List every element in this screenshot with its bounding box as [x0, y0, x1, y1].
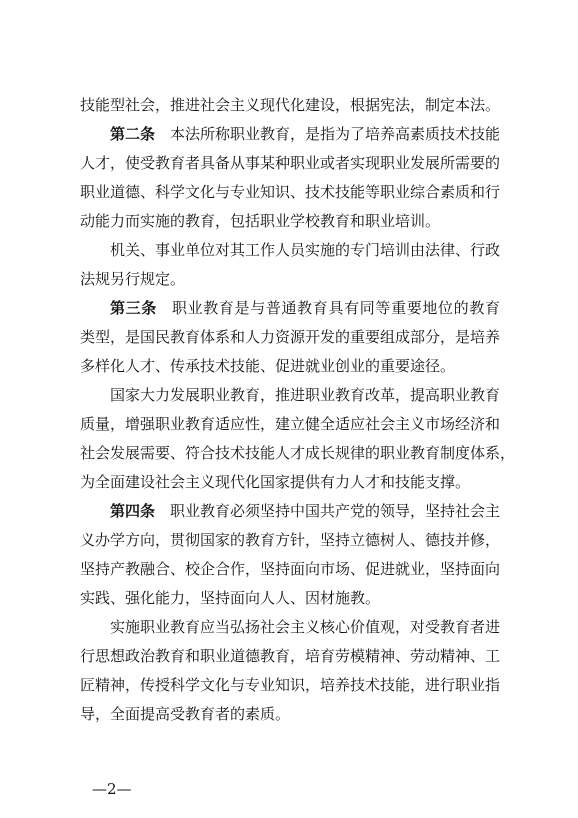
paragraph-article-3	[80, 294, 500, 381]
line-text: 职业教育必须坚持中国共产党的领导，坚持社会主	[170, 502, 501, 520]
text-line: 社会发展需要、符合技术技能人才成长规律的职业教育制度体系，	[80, 444, 516, 462]
text-line: 技能型社会，推进社会主义现代化建设，根据宪法，制定本法。	[80, 96, 501, 114]
text-line: 匠精神，传授科学文化与专业知识，培养技术技能，进行职业指	[80, 676, 501, 694]
paragraph	[80, 91, 500, 120]
text-line: 多样化人才、传承技术技能、促进就业创业的重要途径。	[80, 357, 456, 375]
line-text: 职业教育是与普通教育具有同等重要地位的教育	[171, 299, 500, 317]
article-number: 第二条	[110, 125, 156, 143]
text-line: 实施职业教育应当弘扬社会主义核心价值观，对受教育者进	[110, 618, 501, 636]
text-line: 动能力而实施的教育，包括职业学校教育和职业培训。	[80, 212, 441, 230]
text-line	[80, 120, 500, 149]
paragraph	[80, 613, 500, 729]
text-line	[80, 497, 500, 526]
text-line: 质量，增强职业教育适应性，建立健全适应社会主义市场经济和	[80, 415, 501, 433]
text-line: 实践、强化能力，坚持面向人人、因材施教。	[80, 589, 381, 607]
text-line: 导，全面提高受教育者的素质。	[80, 705, 291, 723]
text-line: 机关、事业单位对其工作人员实施的专门培训由法律、行政	[110, 241, 501, 259]
text-line: 法规另行规定。	[80, 270, 186, 288]
text-line: 为全面建设社会主义现代化国家提供有力人才和技能支撑。	[80, 473, 471, 491]
article-number: 第四条	[110, 502, 156, 520]
text-line: 义办学方向，贯彻国家的教育方针，坚持立德树人、德技并修，	[80, 531, 501, 549]
paragraph	[80, 381, 516, 497]
text-line: 职业道德、科学文化与专业知识、技术技能等职业综合素质和行	[80, 183, 501, 201]
page-number: —2—	[92, 780, 132, 798]
text-line: 国家大力发展职业教育，推进职业教育改革，提高职业教育	[110, 386, 501, 404]
text-line	[80, 294, 500, 323]
document-body	[80, 91, 516, 729]
article-number: 第三条	[110, 299, 157, 317]
line-text: 本法所称职业教育，是指为了培养高素质技术技能	[170, 125, 501, 143]
text-line: 类型，是国民教育体系和人力资源开发的重要组成部分，是培养	[80, 328, 501, 346]
paragraph-article-4	[80, 497, 500, 613]
paragraph	[80, 236, 500, 294]
text-line: 人才，使受教育者具备从事某种职业或者实现职业发展所需要的	[80, 154, 501, 172]
text-line: 坚持产教融合、校企合作，坚持面向市场、促进就业，坚持面向	[80, 560, 501, 578]
paragraph-article-2	[80, 120, 500, 236]
text-line: 行思想政治教育和职业道德教育，培育劳模精神、劳动精神、工	[80, 647, 501, 665]
